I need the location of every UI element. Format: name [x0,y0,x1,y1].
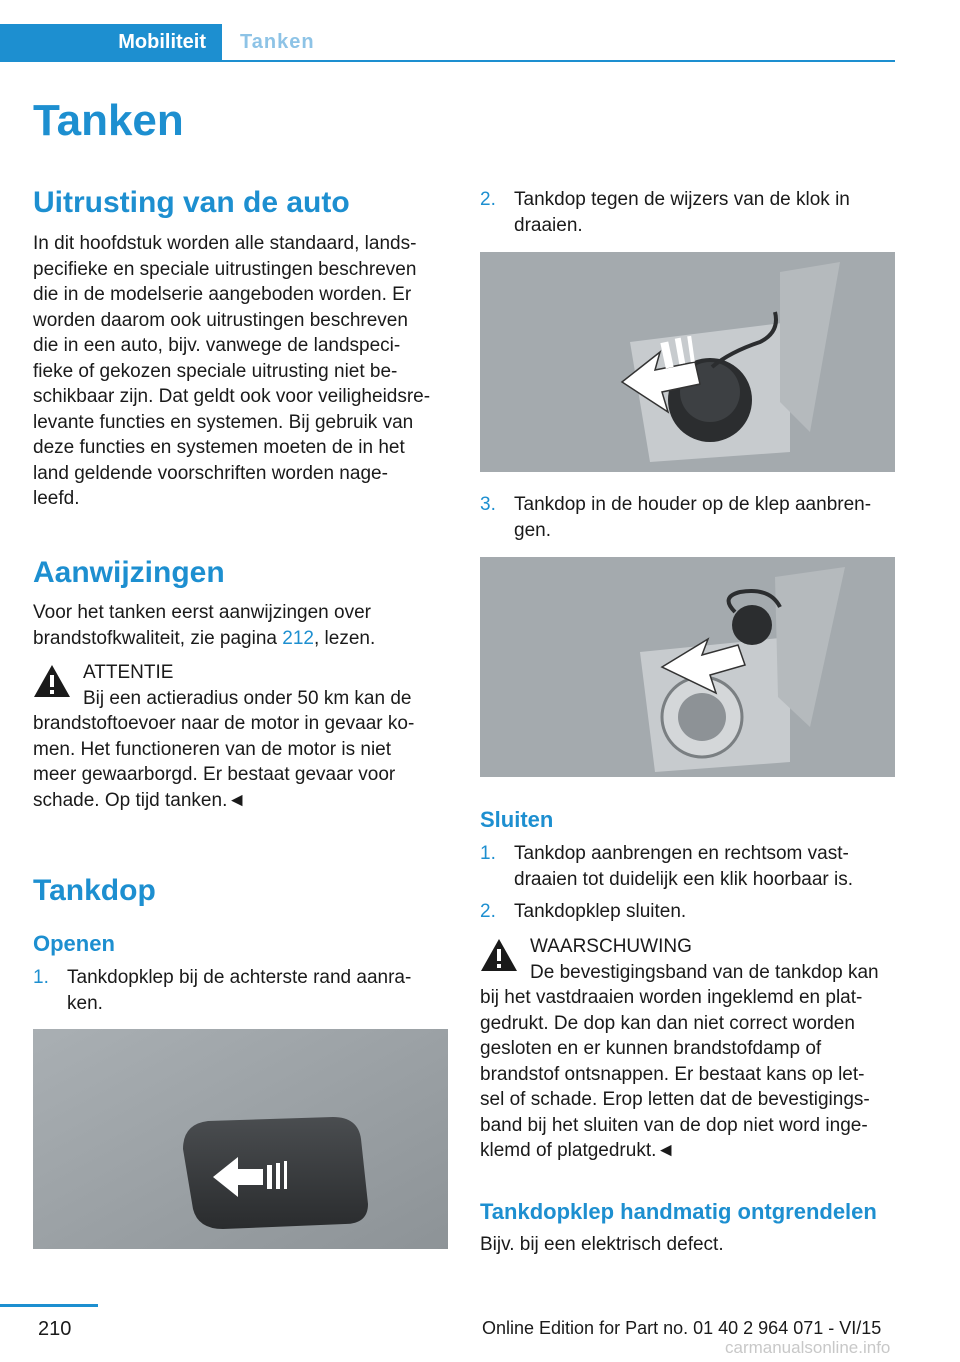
warning-line: gedrukt. De dop kan dan niet correct worden [480,1012,855,1034]
section-title-uitrusting: Uitrusting van de auto [33,186,350,219]
tab-tanken[interactable]: Tanken [240,30,315,53]
step-line: Tankdopklep bij de achterste rand aanra- [67,967,412,988]
body-line: schikbaar zijn. Dat geldt ook voor veiligheidsre- [33,386,431,407]
fuel-flap-photo [33,1029,448,1249]
step-number: 2. [480,901,496,922]
body-text: , lezen. [313,627,376,649]
warning-note [480,934,900,1164]
body-line: die in de modelserie aangeboden worden. Er [33,284,412,305]
step-number: 1. [480,843,496,864]
body-text: brandstofkwaliteit, zie pagina [33,627,283,649]
uitrusting-body [33,231,453,512]
fuel-flap-illustration [33,1029,448,1249]
warning-triangle-icon [33,664,71,698]
attention-line: Bij een actieradius onder 50 km kan de [83,687,412,709]
warning-line: brandstof ontsnappen. Er bestaat kans op let- [480,1063,865,1085]
cap-holder-photo [480,557,895,777]
subsection-title-openen: Openen [33,931,115,956]
attention-line: meer gewaarborgd. Er bestaat gevaar voor [33,764,396,785]
warning-triangle-icon [480,938,518,972]
cap-turn-illustration [480,252,895,472]
body-line: fieke of gekozen speciale uitrusting niet be- [33,360,398,382]
body-line: pecifieke en speciale uitrustingen beschreven [33,258,417,280]
body-line: worden daarom ook uitrustingen beschreven [33,309,408,331]
cap-turn-photo [480,252,895,472]
warning-line: klemd of platgedrukt.◄ [480,1140,676,1161]
watermark: carmanualsonline.info [725,1338,891,1357]
body-line [33,626,453,652]
warning-line: bij het vastdraaien worden ingeklemd en plat- [480,987,863,1008]
header-tabbar [0,24,895,62]
body-line: die in een auto, bijv. vanwege de landspeci- [33,335,401,356]
subsection-title-manual-unlock: Tankdopklep handmatig ontgrendelen [480,1199,877,1224]
attention-heading: ATTENTIE [83,662,174,683]
step-line: gen. [514,519,551,541]
edition-text: Online Edition for Part no. 01 40 2 964 071 - VI/15 [482,1318,882,1338]
step-line: draaien tot duidelijk een klik hoorbaar is. [514,868,854,890]
list-item-close-1 [480,841,895,892]
list-item-step-3 [480,492,895,543]
warning-line: De bevestigingsband van de tankdop kan [530,961,879,983]
body-line: Voor het tanken eerst aanwijzingen over [33,602,371,623]
attention-line: brandstoftoevoer naar de motor in gevaar ko- [33,713,415,734]
section-title-aanwijzingen: Aanwijzingen [33,556,225,589]
warning-line: gesloten en er kunnen brandstofdamp of [480,1038,822,1059]
warning-heading: WAARSCHUWING [530,936,692,957]
attention-line: men. Het functioneren van de motor is niet [33,738,392,760]
page-link-212[interactable]: 212 [282,627,314,649]
step-line: Tankdop tegen de wijzers van de klok in [514,189,850,210]
body-line: deze functies en systemen moeten de in het [33,437,405,458]
step-line: ken. [67,992,103,1014]
attention-line: schade. Op tijd tanken.◄ [33,789,247,811]
aanwijzingen-body [33,600,453,651]
tab-mobiliteit[interactable]: Mobiliteit [0,24,222,60]
warning-line: sel of schade. Erop letten dat de bevestigings- [480,1089,870,1110]
attention-note [33,660,453,813]
list-item-step-1 [33,965,448,1016]
step-line: Tankdopklep sluiten. [514,901,687,922]
section-title-tankdop: Tankdop [33,874,156,907]
chapter-title: Tanken [33,96,184,145]
body-line: land geldende voorschriften worden nage- [33,462,388,484]
cap-holder-illustration [480,557,895,777]
footer-accent-line [0,1304,98,1307]
manual-unlock-body: Bijv. bij een elektrisch defect. [480,1234,724,1255]
step-number: 3. [480,494,496,515]
list-item-step-2 [480,187,895,238]
step-line: Tankdop in de houder op de klep aanbren- [514,494,872,515]
page-number: 210 [38,1318,72,1340]
body-line: In dit hoofdstuk worden alle standaard, lands- [33,233,417,254]
step-line: draaien. [514,214,583,236]
body-line: levante functies en systemen. Bij gebruik van [33,411,414,433]
body-line: leefd. [33,488,80,509]
step-number: 2. [480,189,496,210]
step-line: Tankdop aanbrengen en rechtsom vast- [514,843,849,864]
list-item-close-2 [480,899,895,925]
step-number: 1. [33,967,49,988]
warning-line: band bij het sluiten van de dop niet word inge- [480,1114,868,1136]
subsection-title-sluiten: Sluiten [480,807,554,832]
